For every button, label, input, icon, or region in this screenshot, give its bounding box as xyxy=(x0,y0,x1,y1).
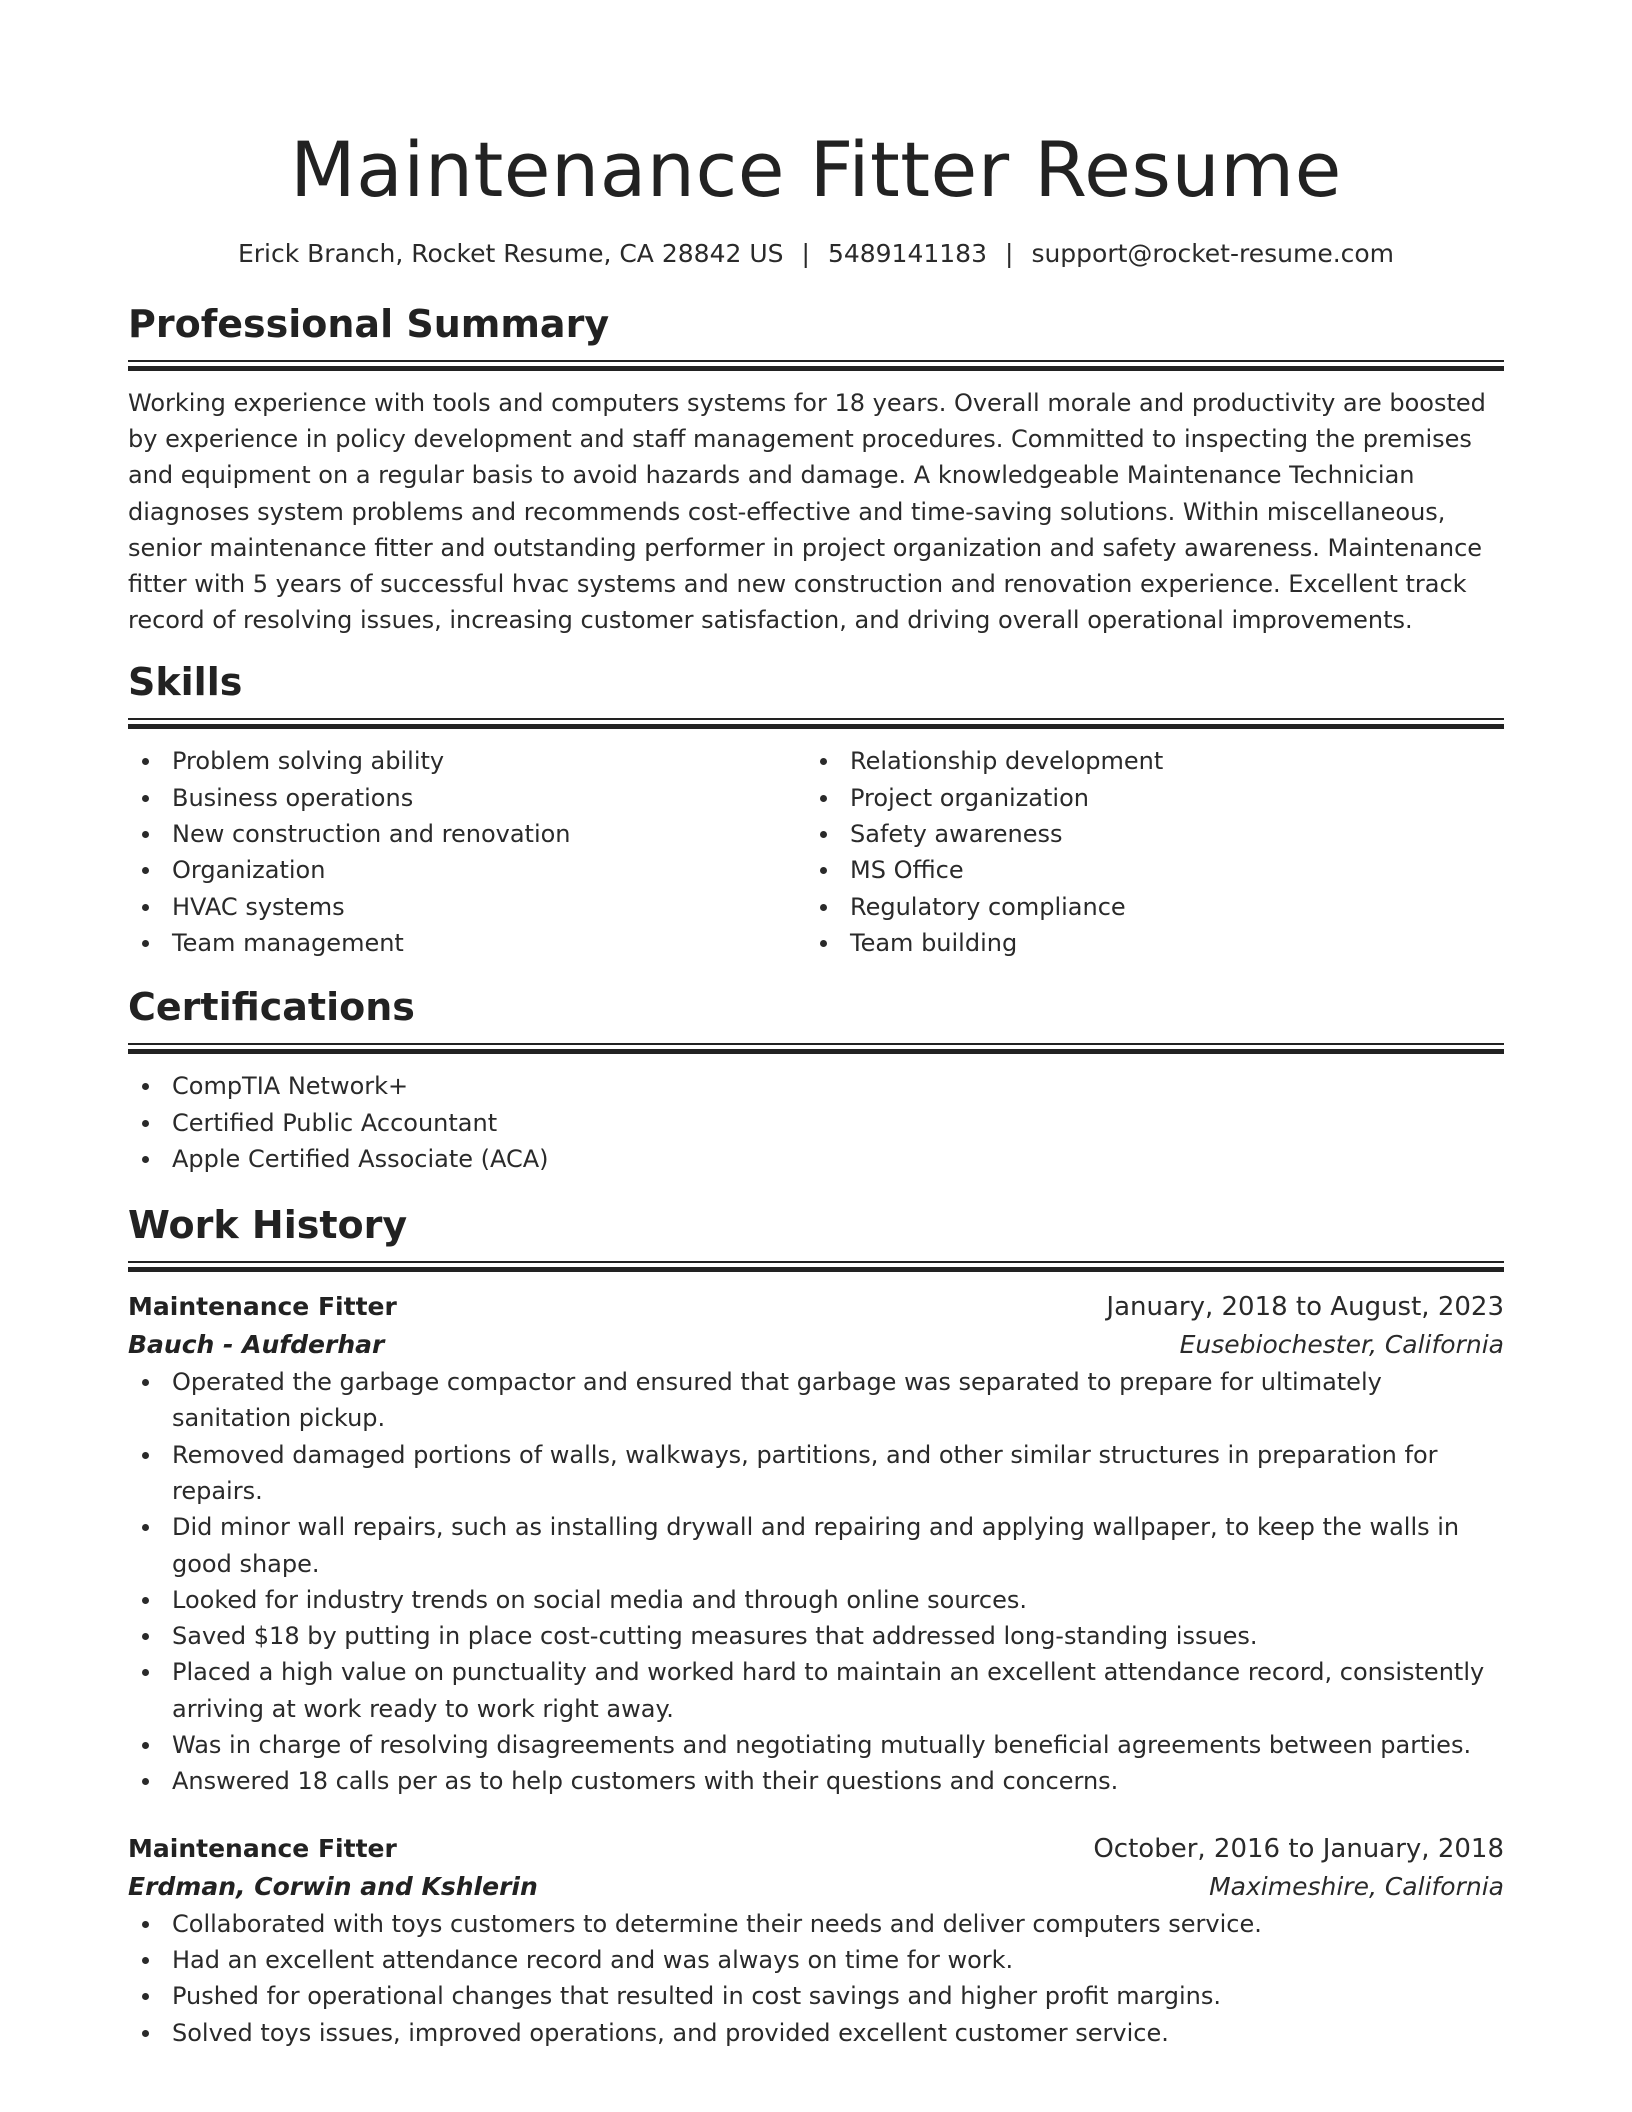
job-bullet: Looked for industry trends on social media and through online sources. xyxy=(128,1582,1504,1618)
certification-item: Apple Certified Associate (ACA) xyxy=(128,1141,1504,1177)
contact-email[interactable]: support@rocket-resume.com xyxy=(1031,239,1395,268)
job-dates: October, 2016 to January, 2018 xyxy=(1093,1833,1504,1864)
skill-item: Business operations xyxy=(128,780,806,816)
job-dates: January, 2018 to August, 2023 xyxy=(1106,1292,1504,1323)
resume-page xyxy=(128,0,1504,2051)
skills-column-right xyxy=(806,743,1484,961)
contact-address: Erick Branch, Rocket Resume, CA 28842 US xyxy=(237,239,784,268)
skills-list-right xyxy=(806,743,1484,961)
job-bullet: Solved toys issues, improved operations, and provided excellent customer service. xyxy=(128,2015,1504,2051)
certification-item: CompTIA Network+ xyxy=(128,1068,1504,1104)
job-bullet: Operated the garbage compactor and ensured that garbage was separated to prepare for ultimately sanitation pickup. xyxy=(128,1364,1504,1437)
skill-item: Safety awareness xyxy=(806,816,1484,852)
job-bullet-list xyxy=(128,1364,1504,1800)
certification-item: Certified Public Accountant xyxy=(128,1105,1504,1141)
job-header xyxy=(128,1288,1504,1326)
job-company: Bauch - Aufderhar xyxy=(128,1330,385,1360)
contact-separator: | xyxy=(801,239,810,268)
skill-item: MS Office xyxy=(806,852,1484,888)
job-entry xyxy=(128,1288,1504,1800)
job-subheader xyxy=(128,1868,1504,1906)
section-heading-skills: Skills xyxy=(128,660,243,705)
job-bullet: Saved $18 by putting in place cost-cutting measures that addressed long-standing issues. xyxy=(128,1618,1504,1654)
resume-title: Maintenance Fitter Resume xyxy=(290,125,1342,214)
skill-item: Relationship development xyxy=(806,743,1484,779)
job-location: Maximeshire, California xyxy=(1209,1871,1504,1901)
section-divider xyxy=(128,1043,1504,1054)
job-location: Eusebiochester, California xyxy=(1179,1330,1504,1360)
skills-column-left xyxy=(128,743,806,961)
job-bullet: Removed damaged portions of walls, walkways, partitions, and other similar structures in preparation for repairs. xyxy=(128,1437,1504,1510)
section-divider xyxy=(128,1261,1504,1272)
skill-item: Team management xyxy=(128,925,806,961)
job-title: Maintenance Fitter xyxy=(128,1292,397,1322)
skills-columns xyxy=(128,743,1504,961)
section-heading-certifications: Certifications xyxy=(128,985,415,1030)
section-divider xyxy=(128,718,1504,729)
contact-separator: | xyxy=(1005,239,1014,268)
skills-section xyxy=(128,658,1504,961)
summary-section xyxy=(128,300,1504,638)
contact-line xyxy=(128,238,1504,270)
job-bullet: Was in charge of resolving disagreements and negotiating mutually beneficial agreements between parties. xyxy=(128,1727,1504,1763)
certifications-section xyxy=(128,983,1504,1177)
skill-item: Problem solving ability xyxy=(128,743,806,779)
section-heading-work-history: Work History xyxy=(128,1203,408,1248)
job-bullet: Pushed for operational changes that resulted in cost savings and higher profit margins. xyxy=(128,1978,1504,2014)
job-bullet: Answered 18 calls per as to help customers with their questions and concerns. xyxy=(128,1763,1504,1799)
job-title: Maintenance Fitter xyxy=(128,1833,397,1863)
skill-item: Project organization xyxy=(806,780,1484,816)
job-bullet: Had an excellent attendance record and was always on time for work. xyxy=(128,1942,1504,1978)
section-divider xyxy=(128,360,1504,371)
skill-item: Team building xyxy=(806,925,1484,961)
contact-phone: 5489141183 xyxy=(827,239,987,268)
summary-text: Working experience with tools and computers systems for 18 years. Overall morale and productivity are boosted by experience in policy development and staff management procedures. Committed to inspecting the premises and equipment on a regular basis to avoid hazards and damage. A knowledgeable Maintenance Technician diagnoses system problems and recommends cost-effective and time-saving solutions. Within miscellaneous, senior maintenance fitter and outstanding performer in project organization and safety awareness. Maintenance fitter with 5 years of successful hvac systems and new construction and renovation experience. Excellent track record of resolving issues, increasing customer satisfaction, and driving overall operational improvements. xyxy=(128,389,1486,635)
certifications-list xyxy=(128,1068,1504,1177)
skill-item: Regulatory compliance xyxy=(806,889,1484,925)
job-bullet-list xyxy=(128,1906,1504,2051)
skill-item: Organization xyxy=(128,852,806,888)
job-bullet: Collaborated with toys customers to determine their needs and deliver computers service. xyxy=(128,1906,1504,1942)
job-company: Erdman, Corwin and Kshlerin xyxy=(128,1871,538,1901)
section-heading-summary: Professional Summary xyxy=(128,302,610,346)
job-subheader xyxy=(128,1326,1504,1364)
job-bullet: Did minor wall repairs, such as installing drywall and repairing and applying wallpaper, to keep the walls in good shape. xyxy=(128,1509,1504,1582)
job-header xyxy=(128,1830,1504,1868)
job-bullet: Placed a high value on punctuality and worked hard to maintain an excellent attendance record, consistently arriving at work ready to work right away. xyxy=(128,1654,1504,1727)
skills-list-left xyxy=(128,743,806,961)
skill-item: HVAC systems xyxy=(128,889,806,925)
work-history-section xyxy=(128,1201,1504,2051)
skill-item: New construction and renovation xyxy=(128,816,806,852)
job-entry xyxy=(128,1830,1504,2051)
